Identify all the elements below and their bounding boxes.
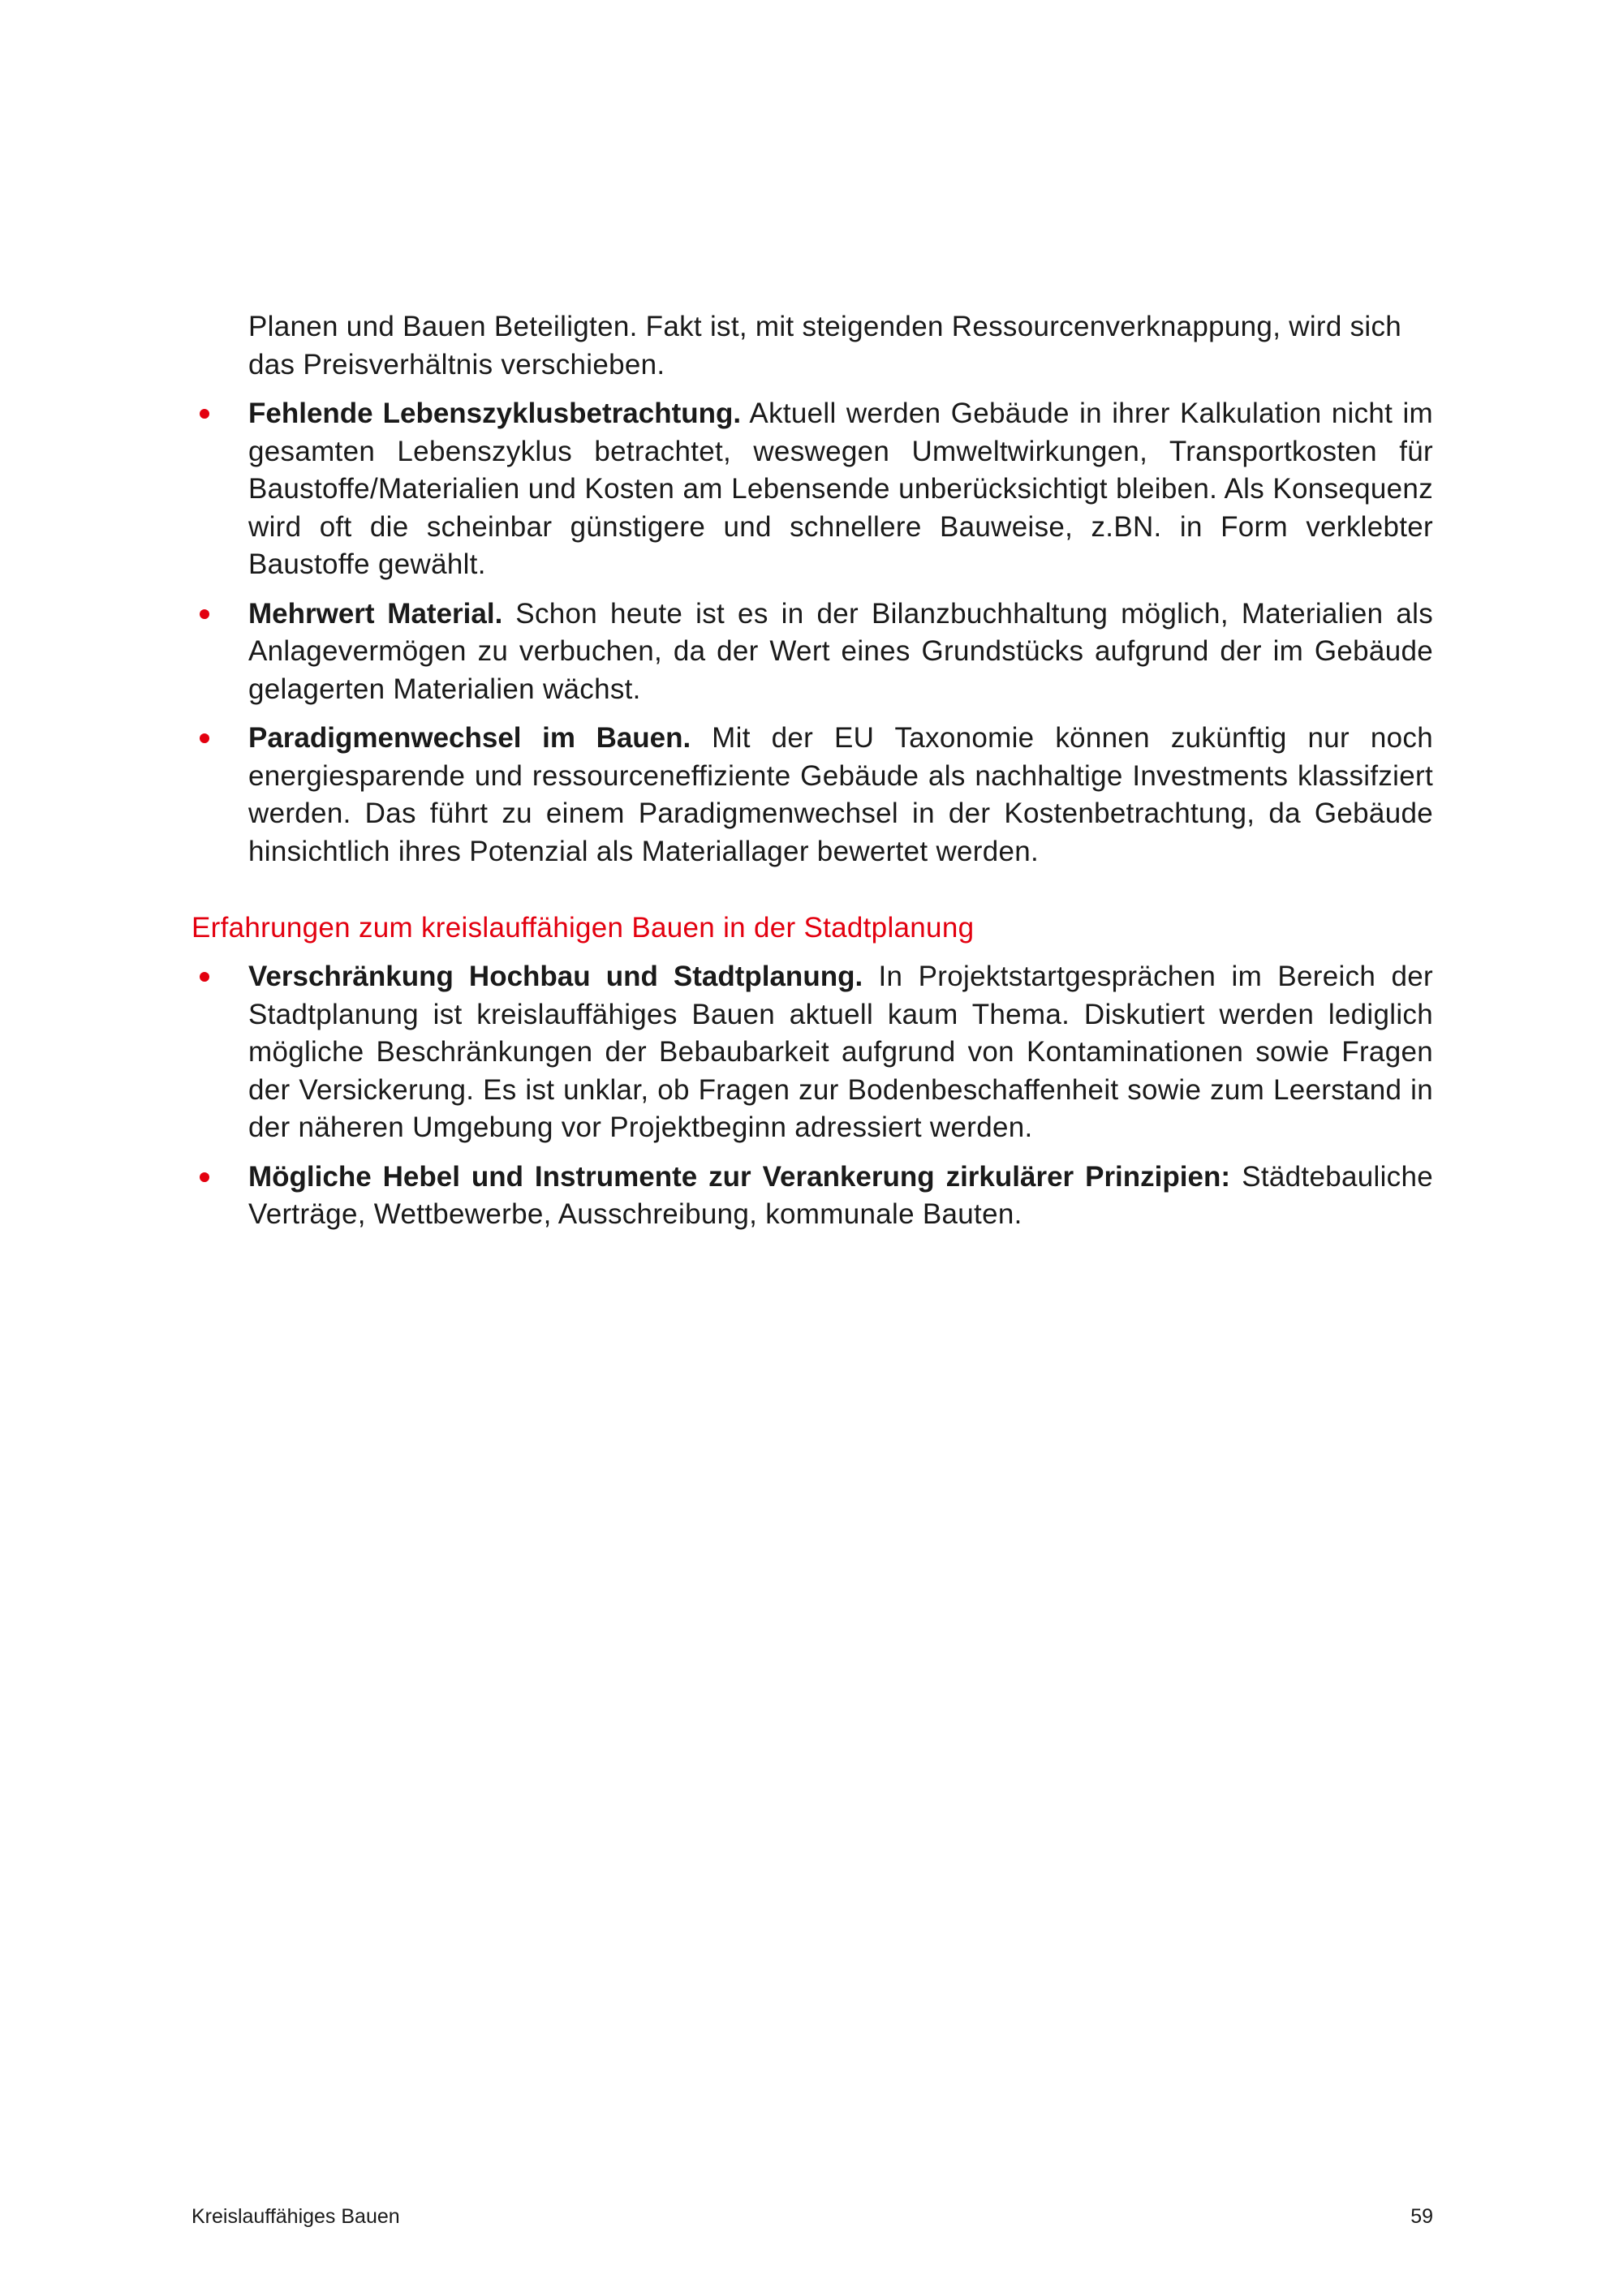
item-label: Fehlende Lebenszyklusbetrachtung. xyxy=(248,398,742,429)
intro-paragraph: Planen und Bauen Beteiligten. Fakt ist, mit steigenden Ressourcenverknappung, wird sich das Preisverhältnis verschieben. xyxy=(248,311,1402,381)
item-label: Mehrwert Material. xyxy=(248,597,503,630)
bullet-icon xyxy=(200,972,209,982)
item-text: Mit der EU Taxonomie können zukünftig nur noch energiesparende und ressourceneffiziente Gebäude als nachhaltige Investments klassifziert werden. Das führt zu einem Paradigmenwechsel in der Kostenbetrachtung, da Gebäude hinsichtlich ihres Potenzial als Materiallager bewertet werden. xyxy=(248,722,1434,867)
list-item xyxy=(192,1159,1433,1234)
item-label: Verschränkung Hochbau und Stadtplanung. xyxy=(248,961,863,992)
section1-bullet-list xyxy=(192,395,1433,871)
item-text: In Projektstartgesprächen im Bereich der Stadtplanung ist kreislauffähiges Bauen aktuell kaum Thema. Diskutiert werden lediglich mögliche Beschränkungen der Bebaubarkeit aufgrund von Kontaminationen sowie Fragen der Versickerung. Es ist unklar, ob Fragen zur Bodenbeschaffenheit sowie zum Leerstand in der näheren Umgebung vor Projektbeginn adressiert werden. xyxy=(248,961,1433,1143)
page-content xyxy=(192,308,1433,1234)
bullet-icon xyxy=(200,609,209,619)
item-text: Schon heute ist es in der Bilanzbuchhaltung möglich, Materialien als Anlagevermögen zu verbuchen, da der Wert eines Grundstücks aufgrund der im Gebäude gelagerten Materialien wächst. xyxy=(248,597,1433,705)
item-label: Mögliche Hebel und Instrumente zur Verankerung zirkulärer Prinzipien: xyxy=(248,1160,1230,1193)
list-item xyxy=(192,595,1433,709)
bullet-icon xyxy=(200,409,209,419)
list-item xyxy=(192,958,1433,1147)
section2-bullet-list xyxy=(192,958,1433,1234)
item-label: Paradigmenwechsel im Bauen. xyxy=(248,722,691,754)
list-item xyxy=(192,720,1433,871)
footer-title: Kreislauffähiges Bauen xyxy=(192,2205,400,2228)
item-text: Städtebauliche Verträge, Wettbewerbe, Ausschreibung, kommunale Bauten. xyxy=(248,1160,1434,1230)
page-number: 59 xyxy=(1410,2205,1433,2228)
bullet-icon xyxy=(200,733,209,743)
item-text: Aktuell werden Gebäude in ihrer Kalkulation nicht im gesamten Lebenszyklus betrachtet, weswegen Umweltwirkungen, Transportkosten für Baustoffe/Materialien und Kosten am Lebensende unberücksichtigt bleiben. Als Konsequenz wird oft die scheinbar günstigere und schnellere Bauweise, z.BN. in Form verklebter Baustoffe gewählt. xyxy=(248,398,1434,580)
section-heading: Erfahrungen zum kreislauffähigen Bauen in der Stadtplanung xyxy=(192,912,975,944)
bullet-icon xyxy=(200,1172,209,1182)
list-item xyxy=(192,395,1433,584)
